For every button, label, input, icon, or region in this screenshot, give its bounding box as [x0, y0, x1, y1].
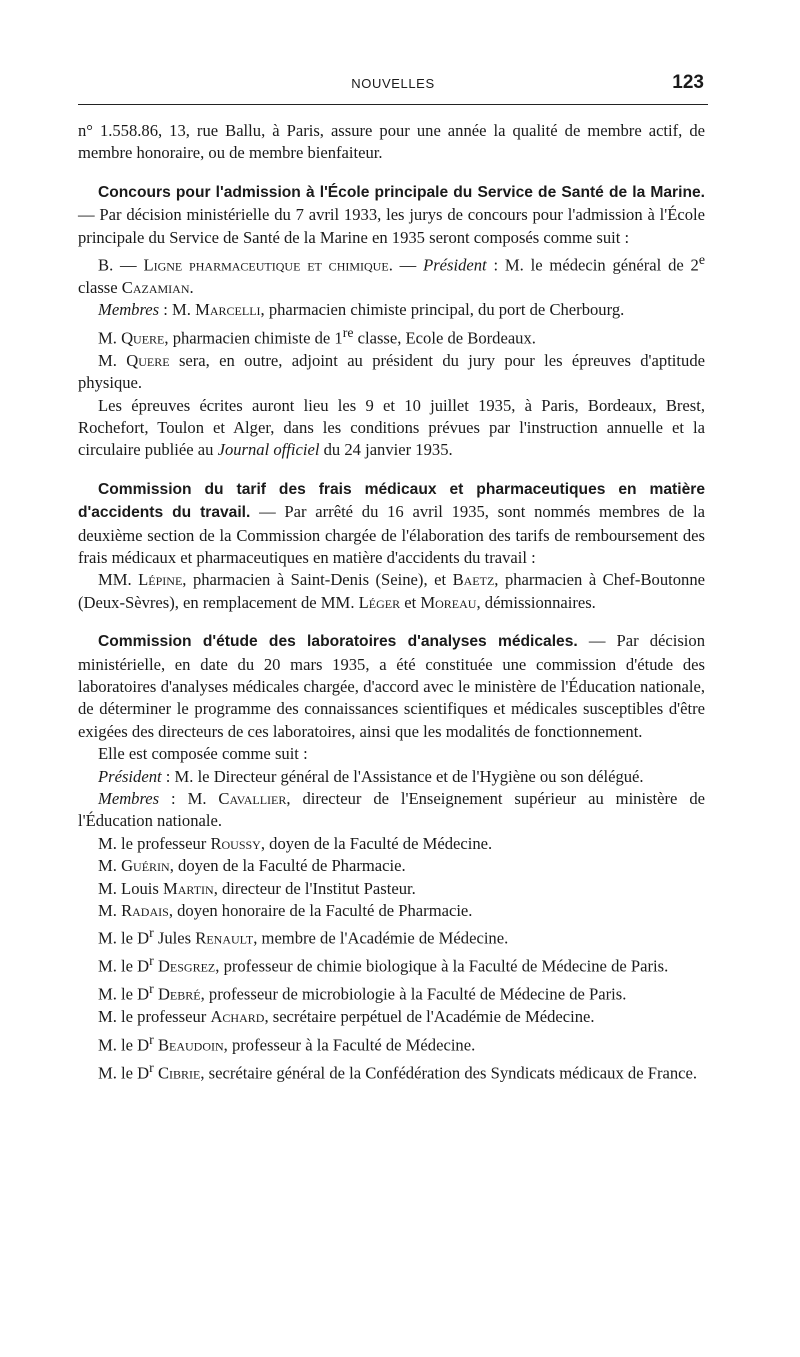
- paragraph-membership: n° 1.558.86, 13, rue Ballu, à Paris, assure pour une année la qualité de membre actif, de membre honoraire, ou de membre bienfaiteur.: [78, 121, 705, 163]
- section-heading: Commission du tarif des frais médicaux et pharmaceutiques en matière d'accidents du travail.: [78, 480, 705, 522]
- list-item: M. Guérin, doyen de la Faculté de Pharmacie.: [98, 856, 406, 876]
- paragraph-lab-president: Président : M. le Directeur général de l'Assistance et de l'Hygiène ou son délégué.: [98, 766, 644, 786]
- paragraph-jury-members: Membres : M. Marcelli, pharmacien chimiste principal, du port de Cherbourg.: [98, 300, 625, 320]
- list-item: M. le professeur Achard, secrétaire perpétuel de l'Académie de Médecine.: [98, 1007, 595, 1027]
- paragraph-jury-member: M. Quere, pharmacien chimiste de 1re classe, Ecole de Bordeaux.: [98, 324, 536, 348]
- section-heading: Commission d'étude des laboratoires d'analyses médicales.: [98, 633, 578, 651]
- section-naval-health-school: Concours pour l'admission à l'École principale du Service de Santé de la Marine. — Par décision ministérielle du 7 avril 1933, les jurys de concours pour l'admission à l'École principale du Service de Santé de la Marine en 1935 seront composés comme suit :: [78, 183, 705, 247]
- page-number: 123: [672, 72, 704, 93]
- paragraph-tariff-members: MM. Lépine, pharmacien à Saint-Denis (Seine), et Baetz, pharmacien à Chef-Boutonne (Deux-Sèvres), en remplacement de MM. Léger et Moreau, démissionnaires.: [78, 570, 705, 612]
- paragraph-composition: Elle est composée comme suit :: [98, 744, 308, 764]
- list-item: M. le $D^r$ Cibrie, secrétaire général de la Confédération des Syndicats médicaux de France.: [98, 1059, 698, 1083]
- article-body: [78, 120, 705, 1085]
- paragraph-jury-adjoint: M. Quere sera, en outre, adjoint au président du jury pour les épreuves d'aptitude physique.: [78, 350, 705, 393]
- list-item: M. Radais, doyen honoraire de la Faculté de Pharmacie.: [98, 901, 473, 921]
- section-laboratory-commission: Commission d'étude des laboratoires d'analyses médicales. — Par décision ministérielle, en date du 20 mars 1935, a été constituée une commission d'étude des laboratoires d'analyses médicales chargée, d'accord avec le ministère de l'Éducation nationale, de déterminer le programme des connaissances scientifiques et médicales susceptibles d'être exigées des directeurs de ces laboratoires, ainsi que les modalités de fonctionnement.: [78, 631, 705, 741]
- list-item: M. Louis Martin, directeur de l'Institut Pasteur.: [98, 878, 416, 898]
- paragraph-exam-dates: Les épreuves écrites auront lieu les 9 et 10 juillet 1935, à Paris, Bordeaux, Brest, Rochefort, Toulon et Alger, dans les conditions prévues par l'instruction annuelle et la circulaire publiée au Journal officiel du 24 janvier 1935.: [78, 395, 705, 460]
- list-item: M. le $D^r$ Debré, professeur de microbiologie à la Faculté de Médecine de Paris.: [98, 981, 627, 1004]
- section-tariff-commission: Commission du tarif des frais médicaux et pharmaceutiques en matière d'accidents du travail. — Par arrêté du 16 avril 1935, sont nommés membres de la deuxième section de la Commission chargée de l'élaboration des tarifs de remboursement des frais médicaux et pharmaceutiques en matière d'accidents du travail :: [78, 480, 705, 567]
- list-item: M. le professeur Roussy, doyen de la Faculté de Médecine.: [98, 833, 493, 853]
- paragraph-lab-members: Membres : M. Cavallier, directeur de l'Enseignement supérieur au ministère de l'Éducation nationale.: [78, 789, 705, 831]
- paragraph-jury-president: B. — Ligne pharmaceutique et chimique. — Président : M. le médecin général de 2e classe Cazamian.: [78, 252, 705, 297]
- list-item: M. le $D^r$ Jules Renault, membre de l'Académie de Médecine.: [98, 925, 509, 948]
- section-heading: Concours pour l'admission à l'École principale du Service de Santé de la Marine.: [98, 183, 705, 201]
- list-item: M. le $D^r$ Desgrez, professeur de chimie biologique à la Faculté de Médecine de Paris.: [98, 953, 669, 976]
- page-header: [78, 74, 708, 105]
- running-title: NOUVELLES: [351, 76, 435, 91]
- list-item: M. le $D^r$ Beaudoin, professeur à la Faculté de Médecine.: [98, 1031, 476, 1055]
